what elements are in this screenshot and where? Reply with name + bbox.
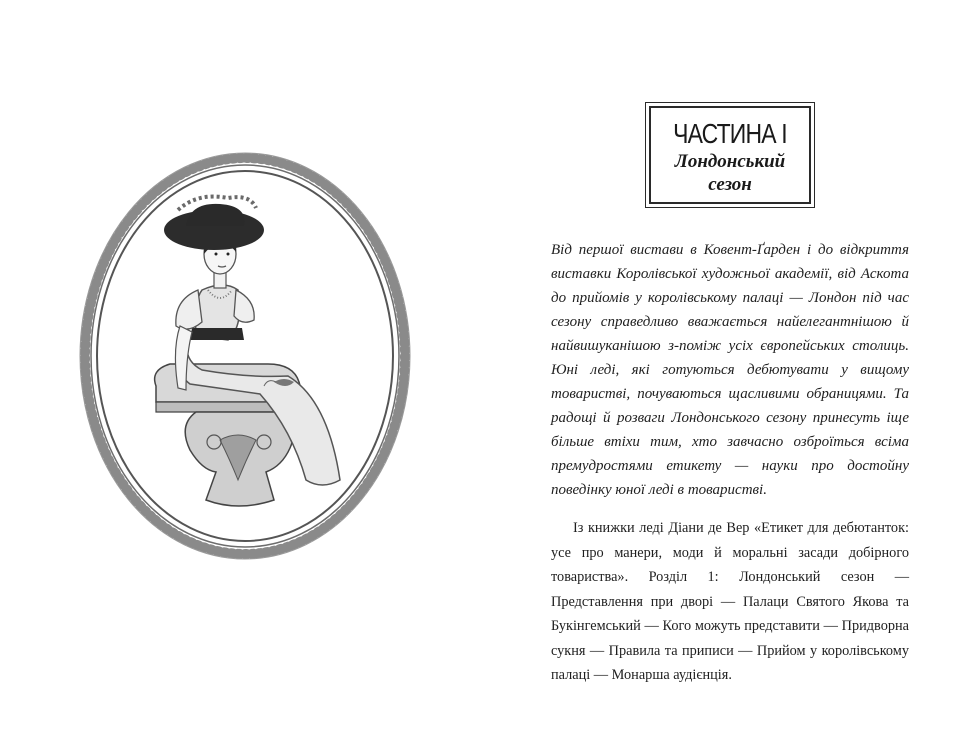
oval-illustration	[78, 150, 412, 562]
chapter-subtitle: Лондонський сезон	[674, 151, 786, 195]
chapter-heading-box	[649, 106, 811, 204]
chapter-title: ЧАСТИНА I	[673, 118, 787, 149]
intro-paragraph: Від першої вистави в Ковент-Ґарден і до відкриття виставки Королівської художньої академії, від Аскота до прийомів у королівському палаці — Лондон під час сезону справедливо вважається найелегантнішою й найвишуканішою з-поміж усіх європейських столиць. Юні леді, які готуються дебютувати у вищому товаристві, почуваються щасливими обраницями. Та радощі й розваги Лондонського сезону принесуть іще більше втіхи тим, хто завчасно озброїться всіма премудростями етикету — науки про достойну поведінку юної леді в товаристві.	[551, 242, 909, 498]
source-paragraph: Із книжки леді Діани де Вер «Етикет для дебютанток: усе про манери, моди й моральні засади добірного товариства». Розділ 1: Лондонський сезон — Представлення при дворі — Палаци Святого Якова та Букінгемський — Кого можуть представити — Придворна сукня — Правила та приписи — Прийом у королівському палаці — Монарша аудієнція.	[551, 520, 909, 683]
lady-illustration-svg	[78, 150, 412, 562]
